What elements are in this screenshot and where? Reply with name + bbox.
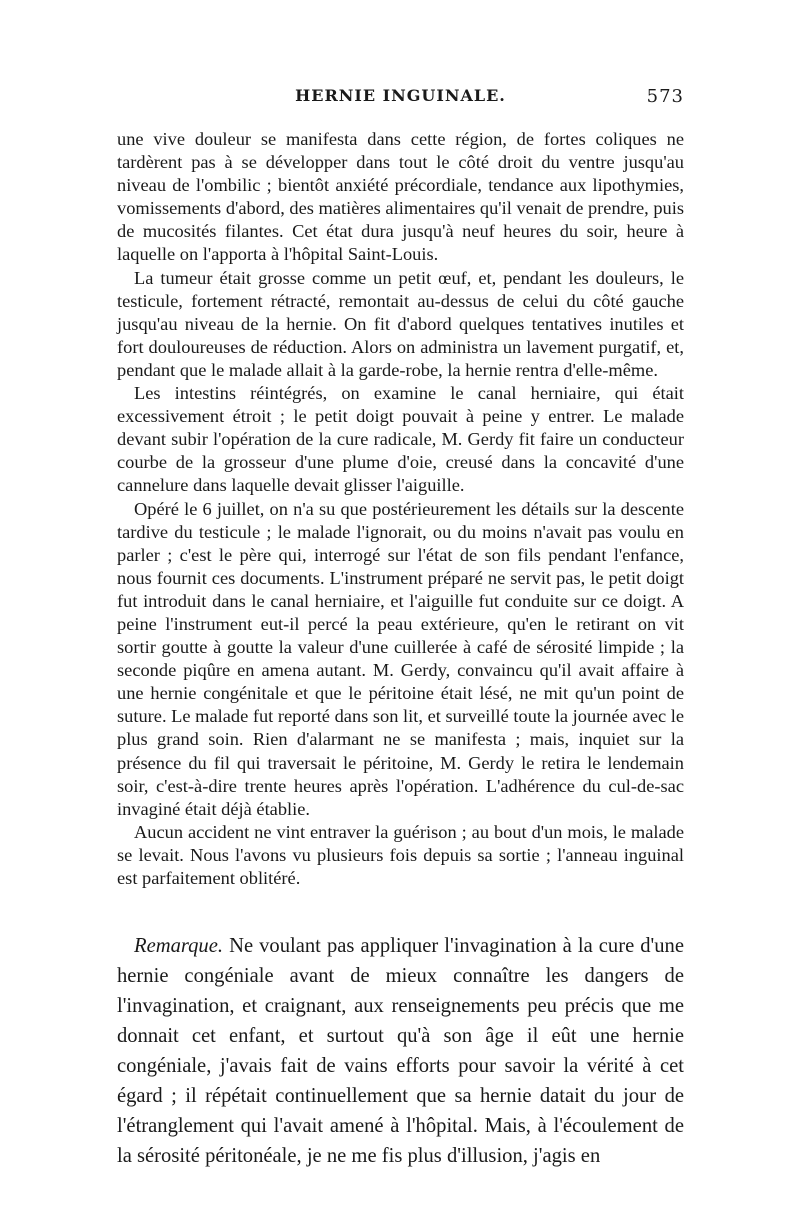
running-head: [117, 86, 684, 114]
body-text: [117, 128, 684, 890]
paragraph-2: La tumeur était grosse comme un petit œuf, et, pendant les douleurs, le testicule, fortement rétracté, remontait au-dessus de celui du côté gauche jusqu'au niveau de la hernie. On fit d'abord quelques tentatives inutiles et fort douloureuses de réduction. Alors on administra un lavement purgatif, et, pendant que le malade allait à la garde-robe, la hernie rentra d'elle-même.: [117, 267, 684, 380]
page-number: 573: [646, 86, 684, 107]
paragraph-3: Les intestins réintégrés, on examine le canal herniaire, qui était excessivement étroit ; le petit doigt pouvait à peine y entrer. Le malade devant subir l'opération de la cure radicale, M. Gerdy fit faire un conducteur courbe de la grosseur d'une plume d'oie, creusé dans la concavité d'une cannelure dans laquelle devait glisser l'aiguille.: [117, 383, 684, 496]
remarque-section: [117, 931, 684, 1171]
remarque-text: Ne voulant pas appliquer l'invagination à la cure d'une hernie congéniale avant de mieux connaître les dangers de l'invagination, et craignant, aux renseignements peu précis que me donnait cet enfant, et surtout qu'à son âge il eût une hernie congéniale, j'avais fait de vains efforts pour savoir la vérité à cet égard ; il répétait continuellement que sa hernie datait du jour de l'étranglement qui l'avait amené à l'hôpital. Mais, à l'écoulement de la sérosité péritonéale, je ne me fis plus d'illusion, j'agis en: [117, 935, 684, 1167]
paragraph-4: Opéré le 6 juillet, on n'a su que postérieurement les détails sur la descente tardive du testicule ; le malade l'ignorait, ou du moins n'avait pas voulu en parler ; c'est le père qui, interrogé sur l'état de son fils pendant l'enfance, nous fournit ces documents. L'instrument préparé ne servit pas, le petit doigt fut introduit dans le canal herniaire, et l'aiguille fut conduite sur ce doigt. A peine l'instrument eut-il percé la peau extérieure, qu'en le retirant on vit sortir goutte à goutte la valeur d'une cuillerée à café de sérosité limpide ; la seconde piqûre en amena autant. M. Gerdy, convaincu qu'il avait affaire à une hernie congénitale et que le péritoine était lésé, ne mit qu'un point de suture. Le malade fut reporté dans son lit, et surveillé toute la journée avec le plus grand soin. Rien d'alarmant ne se manifesta ; mais, inquiet sur la présence du fil qui traversait le péritoine, M. Gerdy le retira le lendemain soir, c'est-à-dire trente heures après l'opération. L'adhérence du cul-de-sac invaginé était déjà établie.: [117, 498, 684, 819]
remarque-lead: Remarque.: [134, 935, 224, 957]
remarque-paragraph: [117, 931, 684, 1171]
paragraph-1: une vive douleur se manifesta dans cette région, de fortes coliques ne tardèrent pas à se développer dans tout le côté droit du ventre jusqu'au niveau de l'ombilic ; bientôt anxiété précordiale, tendance aux lipothymies, vomissements d'abord, des matières alimentaires qu'il venait de prendre, puis de mucosités filantes. Cet état dura jusqu'à neuf heures du soir, heure à laquelle on l'apporta à l'hôpital Saint-Louis.: [117, 129, 684, 265]
running-title: HERNIE INGUINALE.: [295, 86, 506, 105]
paragraph-5: Aucun accident ne vint entraver la guérison ; au bout d'un mois, le malade se levait. Nous l'avons vu plusieurs fois depuis sa sortie ; l'anneau inguinal est parfaitement oblitéré.: [117, 821, 684, 888]
